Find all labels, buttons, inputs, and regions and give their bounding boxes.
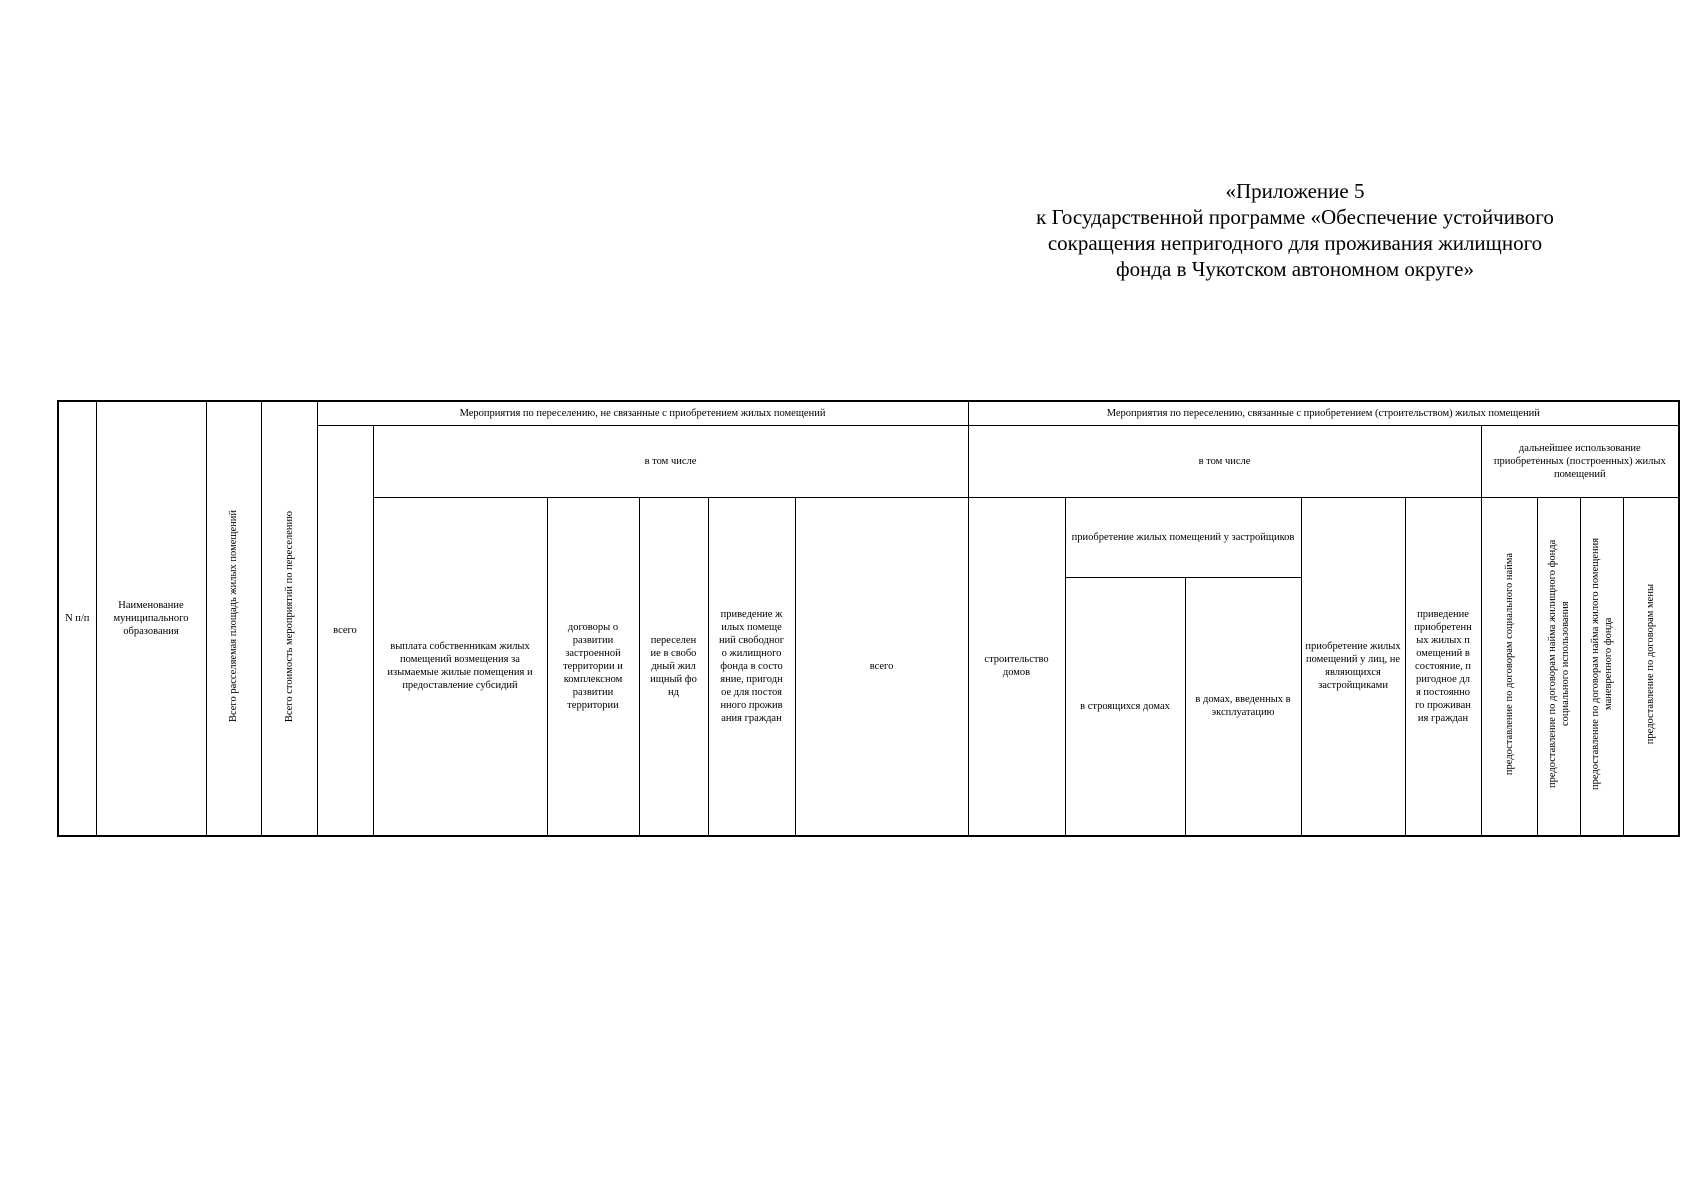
header-purchase-from-developers: приобретение жилых помещений у застройщиков [1065,497,1301,577]
header-purchase-from-non-developers: приобретение жилых помещений у лиц, не являющихся застройщиками [1301,497,1405,836]
header-house-construction: строительство домов [968,497,1065,836]
header-related-including: в том числе [968,425,1481,497]
header-related-total: всего [795,497,968,836]
appendix-program-line: к Государственной программе «Обеспечение устойчивого [1036,205,1554,229]
header-in-houses-in-operation: в домах, введенных в эксплуатацию [1185,577,1301,836]
header-not-related-including: в том числе [373,425,968,497]
appendix-program-line: сокращения непригодного для проживания жилищного [1047,231,1543,255]
header-in-houses-under-construction: в строящихся домах [1065,577,1185,836]
header-group-not-related: Мероприятия по переселению, не связанные с приобретением жилых помещений [317,401,968,425]
header-group-related: Мероприятия по переселению, связанные с приобретением (строительством) жилых помещений [968,401,1679,425]
header-social-rent: предоставление по договорам социального найма [1481,497,1537,836]
header-social-use-rent: предоставление по договорам найма жилищного фонда социального использования [1537,497,1580,836]
header-municipality: Наименование муниципального образования [96,401,206,836]
header-further-use: дальнейшее использование приобретенных (построенных) жилых помещений [1481,425,1679,497]
header-maneuver-rent: предоставление по договорам найма жилого помещения маневренного фонда [1580,497,1623,836]
header-total-cost: Всего стоимость мероприятий по переселению [261,401,317,836]
resettlement-table [57,400,1680,837]
header-exchange: предоставление по договорам мены [1623,497,1679,836]
header-total-area: Всего расселяемая площадь жилых помещений [206,401,261,836]
header-number: N п/п [58,401,96,836]
header-free-fund-repair: приведение жилых помещений свободного жилищного фонда в состояние, пригодное для постоянного проживания граждан [708,497,795,836]
header-purchased-repair: приведение приобретенных жилых помещений в состояние, пригодное для постоянного проживания граждан [1405,497,1481,836]
appendix-program-line: фонда в Чукотском автономном округе» [1115,257,1474,281]
appendix-title: «Приложение 5 [1225,179,1365,203]
header-free-fund-resettlement: переселение в свободный жилищный фонд [639,497,708,836]
appendix-header [990,178,1600,282]
header-compensation: выплата собственникам жилых помещений возмещения за изымаемые жилые помещения и предоставление субсидий [373,497,547,836]
header-not-related-total: всего [317,425,373,836]
header-territory-contracts: договоры о развитии застроенной территории и комплексном развитии территории [547,497,639,836]
